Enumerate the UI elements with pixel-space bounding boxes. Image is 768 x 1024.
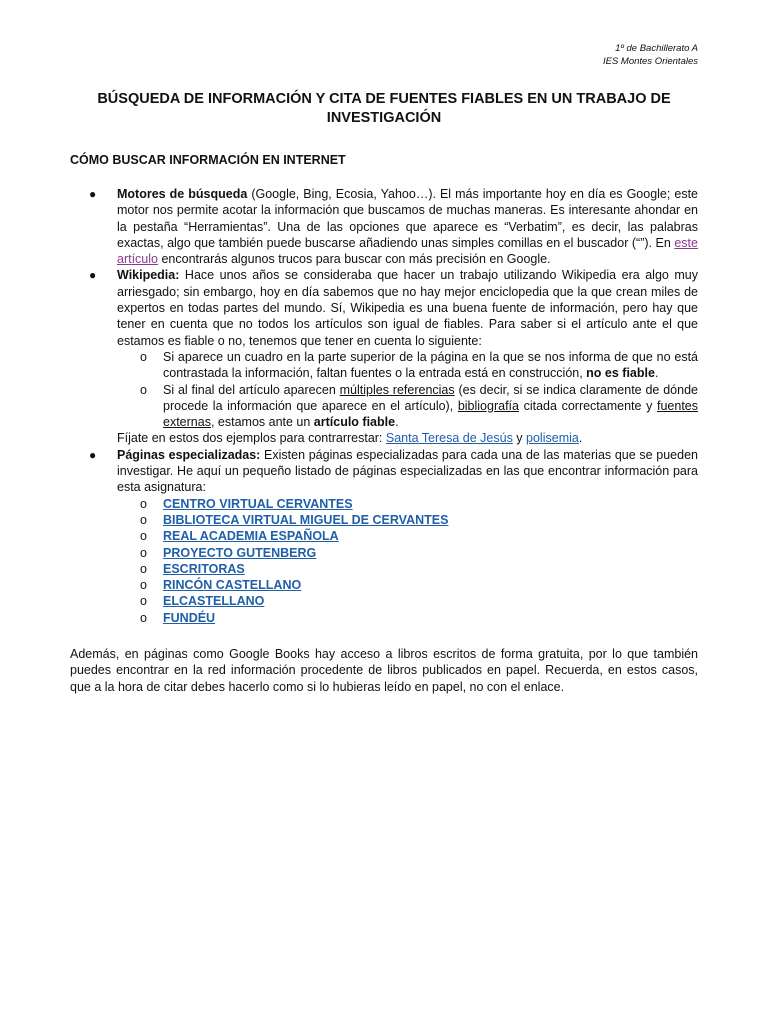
list-item [117, 496, 698, 512]
list-item [117, 528, 698, 544]
multiple-references-text: múltiples referencias [339, 382, 455, 397]
list-item [117, 545, 698, 561]
document-title: BÚSQUEDA DE INFORMACIÓN Y CITA DE FUENTES FIABLES EN UN TRABAJO DE INVESTIGACIÓN [97, 91, 671, 126]
list-item [117, 561, 698, 577]
biblioteca-virtual-link[interactable]: BIBLIOTECA VIRTUAL MIGUEL DE CERVANTES [163, 512, 449, 527]
header-course: 1º de Bachillerato A [615, 43, 698, 54]
elcastellano-link[interactable]: ELCASTELLANO [163, 594, 265, 609]
este-articulo-link[interactable]: este artículo [117, 235, 698, 267]
criteria-text: , estamos ante un [210, 415, 314, 430]
escritoras-link[interactable]: ESCRITORAS [163, 561, 245, 576]
bullet-specialized-title: Páginas especializadas: [117, 447, 261, 462]
circle-bullet-icon: o [140, 561, 147, 576]
section-heading: CÓMO BUSCAR INFORMACIÓN EN INTERNET [70, 153, 346, 167]
document-header [603, 42, 698, 68]
main-content [70, 186, 698, 626]
wikipedia-criteria-list [117, 349, 698, 430]
criteria-item-reliable [117, 382, 698, 431]
fundeu-link[interactable]: FUNDÉU [163, 610, 216, 625]
criteria-end: . [395, 415, 399, 430]
external-sources-text: fuentes externas [163, 398, 698, 430]
bullet-dot-icon: ● [89, 447, 97, 462]
criteria-bold: no es fiable [586, 366, 655, 381]
bullet-dot-icon: ● [89, 187, 97, 201]
list-item [117, 593, 698, 609]
bullet-search-engines-text-end: encontrarás algunos trucos para buscar con más precisión en Google. [158, 252, 551, 267]
bullet-wikipedia-title: Wikipedia: [117, 268, 180, 283]
examples-and: y [512, 431, 527, 446]
circle-bullet-icon: o [140, 545, 147, 560]
criteria-item-not-reliable [117, 349, 698, 382]
bullet-wikipedia [70, 267, 698, 446]
bullet-specialized-text: Existen páginas especializadas para cada una de las materias que se pueden investigar. He aquí un pequeño listado de páginas especializadas en las que encontrar información para esta asignatura: [117, 447, 698, 495]
criteria-text: (es decir, si se indica claramente de dónde procede la información que aparece en el artículo), [163, 382, 698, 413]
list-item [117, 512, 698, 528]
main-bullet-list [70, 186, 698, 626]
header-school: IES Montes Orientales [602, 56, 698, 67]
list-item [117, 610, 698, 626]
bibliography-text: bibliografía [457, 398, 519, 413]
bullet-search-engines-text: (Google, Bing, Ecosia, Yahoo…). El más importante hoy en día es Google; este motor nos permite acotar la información que buscamos de muchas maneras. Es interesante ahondar en la pestaña “Herramientas”. Una de las opciones que aparece es “Verbatim”, es decir, las palabras exactas, algo que también puede buscarse añadiendo unas simples comillas en el buscador (“”). En [117, 187, 699, 250]
circle-bullet-icon: o [140, 349, 147, 364]
closing-paragraph: Además, en páginas como Google Books hay acceso a libros escritos de forma gratuita, por lo que también puedes encontrar en la red información procedente de libros publicados en papel. Recuerda, en estos casos, que a la hora de citar debes hacerlo como si lo hubieras leído en papel, no con el enlace. [70, 647, 698, 694]
bullet-specialized-pages [70, 447, 698, 626]
circle-bullet-icon: o [140, 382, 147, 397]
criteria-bold: artículo fiable [313, 415, 396, 430]
examples-text: Fíjate en estos dos ejemplos para contrarrestar: [117, 431, 386, 446]
circle-bullet-icon: o [140, 610, 147, 625]
circle-bullet-icon: o [140, 512, 147, 527]
bullet-dot-icon: ● [89, 268, 97, 283]
circle-bullet-icon: o [140, 578, 147, 593]
proyecto-gutenberg-link[interactable]: PROYECTO GUTENBERG [163, 545, 317, 560]
bullet-wikipedia-text: Hace unos años se consideraba que hacer un trabajo utilizando Wikipedia era algo muy arriesgado; sin embargo, hoy en día sabemos que no hay mejor enciclopedia que la que crean miles de expertos en todas partes del mundo. Sí, Wikipedia es una buena fuente de información, pero hay que tener en cuenta que no todos los artículos son igual de fiables. Para saber si el artículo ante el que estamos es fiable o no, tenemos que tener en cuenta lo siguiente: [117, 268, 698, 348]
criteria-end: . [654, 366, 659, 381]
criteria-text: Si al final del artículo aparecen [163, 382, 340, 397]
criteria-text: Si aparece un cuadro en la parte superior de la página en la que se nos informa de que no está contrastada la información, faltan fuentes o la entrada está en construcción, [163, 349, 698, 381]
bullet-search-engines [70, 186, 698, 267]
circle-bullet-icon: o [140, 529, 147, 544]
centro-virtual-cervantes-link[interactable]: CENTRO VIRTUAL CERVANTES [163, 496, 353, 511]
criteria-text: citada correctamente y [518, 398, 657, 413]
bullet-search-engines-title: Motores de búsqueda [117, 187, 248, 201]
specialized-links-list [117, 496, 698, 626]
polisemia-link[interactable]: polisemia [526, 431, 579, 446]
list-item [117, 577, 698, 593]
rae-link[interactable]: REAL ACADEMIA ESPAÑOLA [163, 529, 339, 544]
santa-teresa-link[interactable]: Santa Teresa de Jesús [385, 431, 513, 446]
wikipedia-examples [117, 430, 698, 446]
circle-bullet-icon: o [140, 594, 147, 609]
rincon-castellano-link[interactable]: RINCÓN CASTELLANO [163, 578, 302, 593]
examples-end: . [578, 431, 583, 446]
circle-bullet-icon: o [140, 496, 147, 511]
